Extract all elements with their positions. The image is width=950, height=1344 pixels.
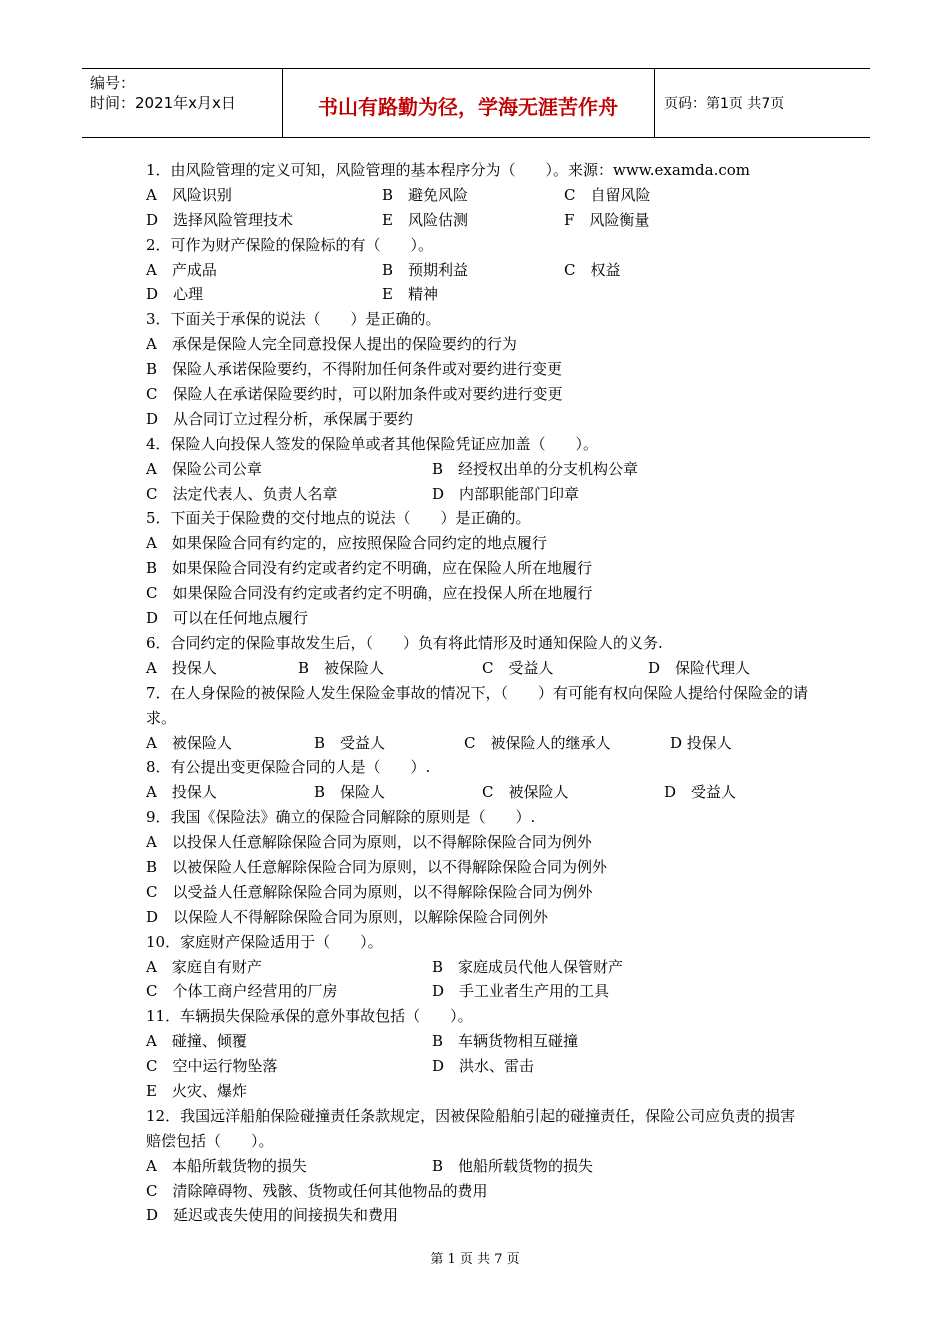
answer-option: A 保险公司公章 bbox=[146, 459, 262, 478]
answer-option: D 保险代理人 bbox=[648, 658, 751, 677]
question-text: 6．合同约定的保险事故发生后，（ ）负有将此情形及时通知保险人的义务. bbox=[146, 633, 663, 652]
answer-option: A 被保险人 bbox=[146, 733, 232, 752]
answer-option: D 以保险人不得解除保险合同为原则，以解除保险合同例外 bbox=[146, 907, 549, 926]
question-text: 2．可作为财产保险的保险标的有（ ）。 bbox=[146, 235, 434, 254]
header-meta bbox=[90, 73, 280, 113]
answer-option: C 如果保险合同没有约定或者约定不明确，应在投保人所在地履行 bbox=[146, 584, 593, 603]
option-row bbox=[146, 1154, 826, 1179]
answer-option: C 权益 bbox=[564, 260, 621, 279]
answer-option: B 车辆货物相互碰撞 bbox=[432, 1032, 579, 1051]
option-row bbox=[146, 731, 826, 756]
question-text: 11．车辆损失保险承保的意外事故包括（ ）。 bbox=[146, 1007, 473, 1026]
answer-option: C 法定代表人、负责人名章 bbox=[146, 484, 338, 503]
option-row bbox=[146, 208, 826, 233]
page-footer: 第 1 页 共 7 页 bbox=[430, 1252, 520, 1267]
question-list bbox=[146, 158, 826, 1228]
answer-option: A 投保人 bbox=[146, 658, 217, 677]
answer-option: B 以被保险人任意解除保险合同为原则，以不得解除保险合同为例外 bbox=[146, 857, 608, 876]
question-text: 8．有公提出变更保险合同的人是（ ）. bbox=[146, 758, 431, 777]
option-row bbox=[146, 258, 826, 283]
answer-option: C 以受益人任意解除保险合同为原则，以不得解除保险合同为例外 bbox=[146, 882, 593, 901]
answer-option: A 以投保人任意解除保险合同为原则，以不得解除保险合同为例外 bbox=[146, 833, 592, 852]
question-text: 10．家庭财产保险适用于（ ）。 bbox=[146, 932, 383, 951]
option-row bbox=[146, 979, 826, 1004]
option-row bbox=[146, 382, 826, 407]
option-row bbox=[146, 606, 826, 631]
option-row bbox=[146, 905, 826, 930]
answer-option: B 家庭成员代他人保管财产 bbox=[432, 957, 624, 976]
answer-option: D 可以在任何地点履行 bbox=[146, 609, 309, 628]
question-text: 9．我国《保险法》确立的保险合同解除的原则是（ ）. bbox=[146, 808, 536, 827]
option-row bbox=[146, 880, 826, 905]
option-row bbox=[146, 457, 826, 482]
answer-option: E 精神 bbox=[382, 285, 438, 304]
answer-option: D 投保人 bbox=[670, 733, 732, 752]
option-row bbox=[146, 656, 826, 681]
answer-option: A 如果保险合同有约定的，应按照保险合同约定的地点履行 bbox=[146, 534, 547, 553]
answer-option: B 保险人 bbox=[314, 783, 386, 802]
answer-option: A 碰撞、倾覆 bbox=[146, 1032, 247, 1051]
answer-option: A 风险识别 bbox=[146, 185, 232, 204]
option-row bbox=[146, 183, 826, 208]
answer-option: A 产成品 bbox=[146, 260, 217, 279]
option-row bbox=[146, 1029, 826, 1054]
option-row bbox=[146, 357, 826, 382]
page-header bbox=[82, 68, 870, 138]
option-row bbox=[146, 556, 826, 581]
header-divider bbox=[654, 69, 655, 137]
document-time-label: 时间：2021年x月x日 bbox=[90, 94, 236, 112]
answer-option: A 本船所载货物的损失 bbox=[146, 1156, 307, 1175]
question-text: 1．由风险管理的定义可知，风险管理的基本程序分为（ ）。来源：www.examda.com bbox=[146, 161, 751, 179]
header-page-number: 页码：第1页 共7页 bbox=[664, 96, 785, 112]
answer-option: B 保险人承诺保险要约，不得附加任何条件或对要约进行变更 bbox=[146, 360, 563, 379]
option-row bbox=[146, 1179, 826, 1204]
answer-option: C 被保险人的继承人 bbox=[464, 733, 611, 752]
question-text: 12．我国远洋船舶保险碰撞责任条款规定，因被保险船舶引起的碰撞责任，保险公司应负责的损害赔偿包括（ ）。 bbox=[146, 1106, 796, 1150]
option-row bbox=[146, 407, 826, 432]
option-row bbox=[146, 1203, 826, 1228]
option-row bbox=[146, 830, 826, 855]
answer-option: D 洪水、雷击 bbox=[432, 1057, 535, 1076]
option-row bbox=[146, 955, 826, 980]
answer-option: B 预期利益 bbox=[382, 260, 469, 279]
option-row bbox=[146, 855, 826, 880]
answer-option: D 内部职能部门印章 bbox=[432, 484, 580, 503]
answer-option: C 自留风险 bbox=[564, 185, 651, 204]
answer-option: C 个体工商户经营用的厂房 bbox=[146, 982, 338, 1001]
answer-option: C 空中运行物坠落 bbox=[146, 1057, 278, 1076]
answer-option: B 经授权出单的分支机构公章 bbox=[432, 459, 639, 478]
answer-option: A 承保是保险人完全同意投保人提出的保险要约的行为 bbox=[146, 335, 517, 354]
answer-option: C 保险人在承诺保险要约时，可以附加条件或对要约进行变更 bbox=[146, 385, 563, 404]
answer-option: D 手工业者生产用的工具 bbox=[432, 982, 610, 1001]
answer-option: C 清除障碍物、残骸、货物或任何其他物品的费用 bbox=[146, 1181, 488, 1200]
answer-option: A 家庭自有财产 bbox=[146, 957, 262, 976]
option-row bbox=[146, 482, 826, 507]
answer-option: B 受益人 bbox=[314, 733, 386, 752]
answer-option: D 从合同订立过程分析，承保属于要约 bbox=[146, 409, 414, 428]
option-row bbox=[146, 282, 826, 307]
question-text: 5．下面关于保险费的交付地点的说法（ ）是正确的。 bbox=[146, 509, 531, 528]
question-text: 3．下面关于承保的说法（ ）是正确的。 bbox=[146, 310, 441, 329]
option-row bbox=[146, 780, 826, 805]
answer-option: D 受益人 bbox=[664, 783, 737, 802]
answer-option: B 避免风险 bbox=[382, 185, 469, 204]
question-text: 7．在人身保险的被保险人发生保险金事故的情况下，（ ）有可能有权向保险人提给付保险金的请求。 bbox=[146, 683, 809, 727]
answer-option: C 受益人 bbox=[482, 658, 554, 677]
header-motto: 书山有路勤为径，学海无涯苦作舟 bbox=[318, 95, 618, 119]
answer-option: C 被保险人 bbox=[482, 783, 569, 802]
answer-option: A 投保人 bbox=[146, 783, 217, 802]
answer-option: E 风险估测 bbox=[382, 210, 468, 229]
answer-option: B 他船所载货物的损失 bbox=[432, 1156, 594, 1175]
answer-option: F 风险衡量 bbox=[564, 210, 650, 229]
option-row bbox=[146, 332, 826, 357]
option-row bbox=[146, 531, 826, 556]
option-row bbox=[146, 1079, 826, 1104]
option-row bbox=[146, 581, 826, 606]
document-number-label: 编号： bbox=[90, 74, 136, 92]
answer-option: D 心理 bbox=[146, 285, 204, 304]
answer-option: B 如果保险合同没有约定或者约定不明确，应在保险人所在地履行 bbox=[146, 559, 593, 578]
option-row bbox=[146, 1054, 826, 1079]
answer-option: D 延迟或丧失使用的间接损失和费用 bbox=[146, 1206, 399, 1225]
answer-option: D 选择风险管理技术 bbox=[146, 210, 294, 229]
answer-option: E 火灾、爆炸 bbox=[146, 1081, 247, 1100]
answer-option: B 被保险人 bbox=[298, 658, 385, 677]
question-text: 4．保险人向投保人签发的保险单或者其他保险凭证应加盖（ ）。 bbox=[146, 434, 599, 453]
